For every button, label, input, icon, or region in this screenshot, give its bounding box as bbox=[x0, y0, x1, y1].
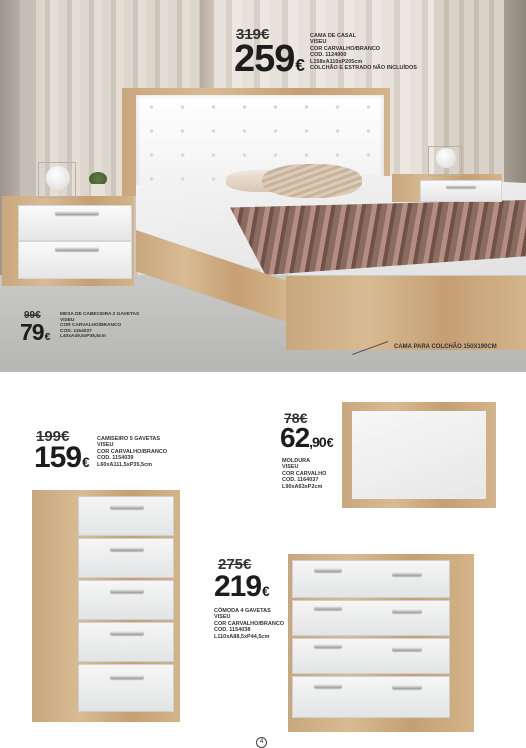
dresser-handle bbox=[392, 572, 422, 576]
chest-drawer-1 bbox=[78, 496, 174, 536]
chest-handle bbox=[110, 631, 144, 635]
bed-old-price: 319€ bbox=[236, 26, 270, 43]
bed-specs: CAMA DE CASAL VISEU COR CARVALHO/BRANCO COD. 1124000 L158xA110xP205cm COLCHÃO E ESTRADO NÃO INCLUÍDOS bbox=[310, 33, 417, 72]
dresser-specs: CÓMODA 4 GAVETAS VISEU COR CARVALHO/BRANCO COD. 1154038 L110xA88,5xP44,5cm bbox=[214, 608, 285, 640]
frame-specs: MOLDURA VISEU COR CARVALHO COD. 1164037 L90xA63xP2cm bbox=[282, 458, 327, 490]
dresser-price: 219€ bbox=[214, 570, 269, 603]
nightstand-handle bbox=[55, 211, 99, 215]
lamp-globe bbox=[46, 166, 70, 190]
page-number: 4 bbox=[256, 737, 267, 748]
bed-price: 259€ bbox=[234, 38, 304, 80]
dresser-handle bbox=[392, 609, 422, 613]
chest-handle bbox=[110, 547, 144, 551]
dresser-handle bbox=[314, 644, 342, 648]
bedroom-scene-image bbox=[0, 0, 526, 372]
chest-price: 159€ bbox=[34, 441, 89, 474]
lamp-globe bbox=[436, 148, 456, 168]
bed-footboard bbox=[286, 276, 526, 350]
frame-price: 62,90€ bbox=[280, 422, 333, 453]
plant-pot bbox=[91, 184, 105, 196]
dresser-handle bbox=[314, 606, 342, 610]
nightstand-handle bbox=[55, 247, 99, 251]
dresser-drawer-4 bbox=[292, 676, 450, 718]
chest-drawer-5 bbox=[78, 664, 174, 712]
chest-handle bbox=[110, 589, 144, 593]
dresser-old-price: 275€ bbox=[218, 556, 252, 573]
nightstand-specs: MESA DE CABECEIRA 2 GAVETAS VISEU COR CARVALHO/BRANCO COD. 1154037 L40xA49,5xP35,5cm bbox=[60, 312, 140, 340]
frame-old-price: 78€ bbox=[284, 410, 308, 426]
chest-handle bbox=[110, 505, 144, 509]
bed-pillow-patterned bbox=[262, 164, 362, 198]
mattress-caption: CAMA PARA COLCHÃO 150X190CM bbox=[394, 344, 497, 350]
dresser-handle bbox=[392, 647, 422, 651]
chest-drawer-2 bbox=[78, 538, 174, 578]
chest-drawer-4 bbox=[78, 622, 174, 662]
chest-specs: CAMISEIRO 5 GAVETAS VISEU COR CARVALHO/BRANCO COD. 1154039 L60xA111,5xP35,5cm bbox=[97, 436, 168, 468]
dresser-drawer-1 bbox=[292, 560, 450, 598]
nightstand-old-price: 99€ bbox=[24, 310, 41, 321]
chest-handle bbox=[110, 675, 144, 679]
nightstand-handle bbox=[446, 185, 476, 188]
mirror-glass bbox=[352, 411, 486, 499]
chest-drawer-3 bbox=[78, 580, 174, 620]
nightstand-price: 79€ bbox=[20, 319, 50, 345]
dresser-handle bbox=[314, 568, 342, 572]
chest-old-price: 199€ bbox=[36, 428, 70, 445]
dresser-handle bbox=[392, 685, 422, 689]
dresser-handle bbox=[314, 684, 342, 688]
nightstand-right-drawer bbox=[420, 180, 502, 202]
